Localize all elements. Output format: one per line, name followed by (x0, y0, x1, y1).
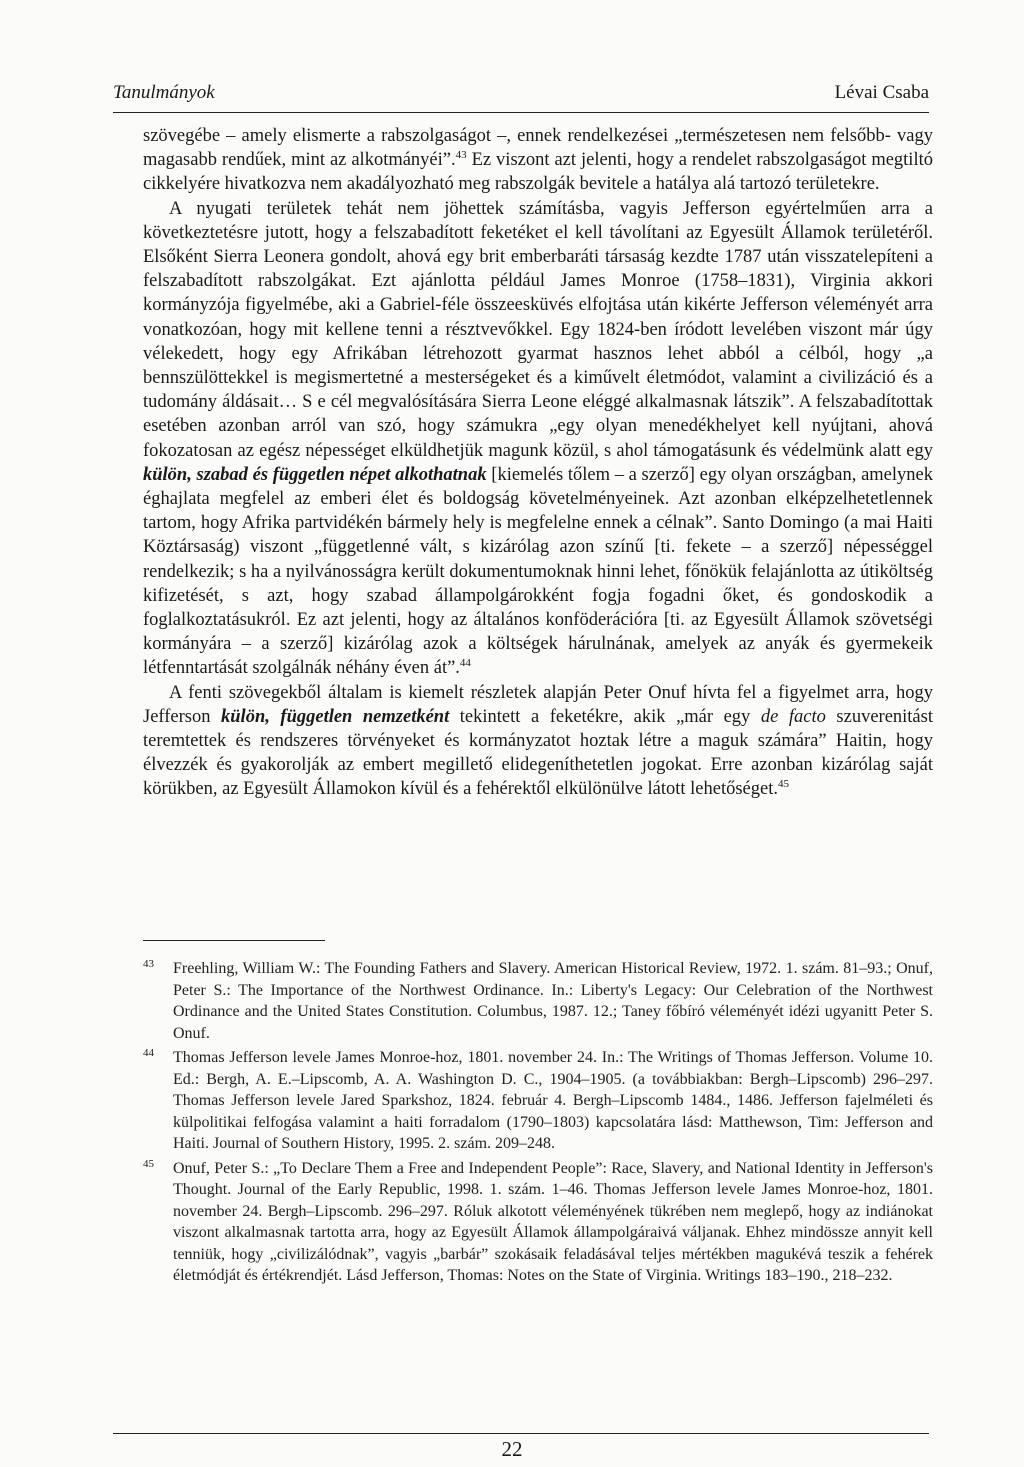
footnote (143, 1047, 933, 1155)
text-run: tekintett a feketékre, akik „már egy (449, 706, 761, 727)
footnote-reference: 44 (459, 657, 471, 670)
italic-text: de facto (760, 706, 826, 727)
text-run: szuverenitást teremtettek és rendszeres törvényeket és kormányzatot hoztak létre a maguk számára” Haitin, hogy élvezzék és gyakorolják az embert megillető elidegeníthetetlen jogokat. Erre azonban kizárólag saját körükben, az Egyesült Államokon kívül és a fehérektől elkülönülve látott lehetőséget. (143, 706, 933, 800)
text-run: Ez viszont azt jelenti, hogy a rendelet rabszolgaságot megtiltó cikkelyére hivatkozva nem akadályozható meg rabszolgák bevitele a hatálya alá tartozó területekre. (143, 150, 933, 195)
header-divider (113, 112, 929, 113)
footnote-text: Onuf, Peter S.: „To Declare Them a Free and Independent People”: Race, Slavery, and National Identity in Jefferson's Thought. Journal of the Early Republic, 1998. 1. szám. 1–46. Thomas Jefferson levele James Monroe-hoz, 1801. november 24. Bergh–Lipscomb. 296–297. Róluk alkotott véleményének tükrében nem meglepő, hogy az indiánokat viszont alkalmasnak tartotta arra, hogy az Egyesült Államok állampolgáraivá váljanak. Ehhez mindössze annyit kell tenniük, hogy „civilizálódnak”, vagyis „barbár” szokásaik feladásával teljes mértékben magukévá teszik a fehérek életmódját és értékrendjét. Lásd Jefferson, Thomas: Notes on the State of Virginia. Writings 183–190., 218–232. (173, 1159, 933, 1284)
footer-divider (113, 1433, 929, 1434)
footnote-reference: 43 (455, 149, 467, 162)
footnote-number: 44 (143, 1047, 154, 1059)
emphasized-text: külön, független nemzetként (221, 706, 450, 727)
main-text (143, 124, 933, 802)
text-run: [kiemelés tőlem – a szerző] egy olyan országban, amelynek éghajlata megfelel az emberi élet és boldogság követelményeinek. Azt azonban elképzelhetetlennek tartom, hogy Afrika partvidékén bármely hely is megfelelne ennek a célnak”. Santo Domingo (a mai Haiti Köztársaság) viszont „függetlenné vált, s kizárólag azon színű [ti. fekete – a szerző] népességgel rendelkezik; s ha a nyilvánosságra került dokumentumoknak hinni lehet, főnökük felajánlotta az útiköltség kifizetését, s azt, hogy szabad állampolgárokként fogja fogadni őket, és gondoskodik a foglalkoztatásukról. Ez azt jelenti, hogy az általános konföderációra [ti. az Egyesült Államok szövetségi kormányára – a szerző] kizárólag azok a költségek hárulnának, amelyek az anyák és gyermekeik létfenntartását szolgálnák néhány éven át”. (143, 464, 933, 679)
body-paragraph (143, 124, 933, 197)
footnote-number: 43 (143, 958, 154, 970)
footnote-reference: 45 (778, 778, 789, 791)
footnote-text: Thomas Jefferson levele James Monroe-hoz, 1801. november 24. In.: The Writings of Thomas Jefferson. Volume 10. Ed.: Bergh, A. E.–Lipscomb, A. A. Washington D. C., 1904–1905. (a továbbiakban: Bergh–Lipscomb) 296–297. Thomas Jefferson levele Jared Sparkshoz, 1824. február 4. Bergh–Lipscomb 1484., 1486. Jefferson fajelméleti és külpolitikai felfogása valamint a haiti forradalom (1790–1803) kapcsolatára lásd: Matthewson, Tim: Jefferson and Haiti. Journal of Southern History, 1995. 2. szám. 209–248. (173, 1049, 933, 1152)
footnote-number: 45 (143, 1157, 154, 1170)
page-number: 22 (501, 1437, 523, 1461)
text-run: szövegébe – amely elismerte a rabszolgaságot –, ennek rendelkezései „természetesen nem felsőbb- vagy magasabb rendűek, mint az alkotmányéi”. (143, 126, 933, 171)
footnote-text: Freehling, William W.: The Founding Fathers and Slavery. American Historical Review, 1972. 1. szám. 81–93.; Onuf, Peter S.: The Importance of the Northwest Ordinance. In.: Liberty's Legacy: Our Celebration of the Northwest Ordinance and the United States Constitution. Columbus, 1987. 12.; Taney főbíró véleményét idézi ugyanitt Peter S. Onuf. (173, 960, 933, 1042)
text-run: A fenti szövegekből általam is kiemelt részletek alapján Peter Onuf hívta fel a figyelmet arra, hogy Jefferson (143, 682, 933, 727)
header-section-title: Tanulmányok (113, 82, 215, 103)
footnote (143, 958, 933, 1044)
text-run: A nyugati területek tehát nem jöhettek számításba, vagyis Jefferson egyértelműen arra a következtetésre jutott, hogy a felszabadított feketéket el kell távolítani az Egyesült Államok területéről. Elsőként Sierra Leonera gondolt, ahová egy brit emberbaráti társaság kezdte 1787 után visszatelepíteni a felszabadított rabszolgákat. Ezt ajánlotta például James Monroe (1758–1831), Virginia akkori kormányzója figyelmébe, aki a Gabriel-féle összeesküvés elfojtása után kikérte Jefferson véleményét arra vonatkozóan, hogy mit kellene tenni a résztvevőkkel. Egy 1824-ben íródott levelében viszont már úgy vélekedett, hogy egy Afrikában létrehozott gyarmat hasznos lehet abból a célból, hogy „a bennszülöttekkel is megismertetné a mesterségeket és a kiművelt életmódot, valamint a civilizáció és a tudomány áldásait… S e cél megvalósítására Sierra Leone eléggé alkalmasnak látszik”. A felszabadítottak esetében azonban arról van szó, hogy számukra „egy olyan menedékhelyet kell nyújtani, ahová fokozatosan az egész népességet elküldhetjük magunk közül, s ahol támogatásunk és védelmünk alatt egy (143, 198, 933, 461)
body-paragraph (143, 197, 933, 681)
header-author: Lévai Csaba (834, 82, 929, 103)
body-paragraph (143, 681, 933, 802)
footnote-divider (143, 940, 325, 941)
footnote (143, 1158, 933, 1287)
footnotes (143, 958, 933, 1290)
emphasized-text: külön, szabad és független népet alkothatnak (143, 464, 487, 485)
